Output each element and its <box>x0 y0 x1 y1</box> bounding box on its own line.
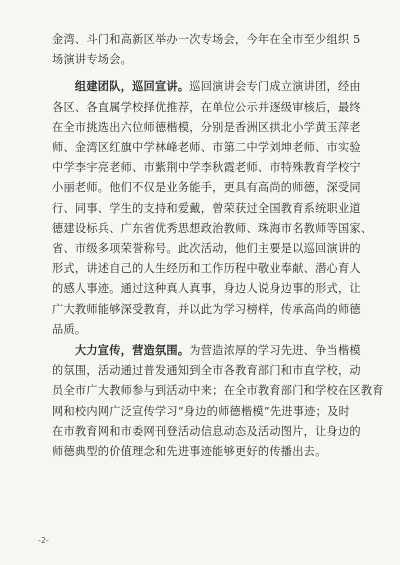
text-line <box>52 76 361 97</box>
text-line: 金湾、斗门和高新区举办一次专场会，今年在全市至少组织 5 <box>52 33 361 46</box>
text-line: 的氛围，活动通过普发通知到全市各教育部门和市直学校，动 <box>52 364 361 378</box>
text-line: 省、市级多项荣誉称号。此次活动，他们主要是以巡回演讲的 <box>52 242 361 256</box>
text-span: 巡回演讲会专门成立演讲团，经由 <box>189 80 361 94</box>
text-line: 广大教师能够深受教育，并以此为学习榜样，传承高尚的师德 <box>52 302 361 316</box>
text-line: 行、同事、学生的支持和爱戴，曾荣获过全国教育系统职业道 <box>52 201 361 215</box>
text-line: 形式，讲述自己的人生经历和工作历程中敬业奉献、潜心育人 <box>52 262 361 276</box>
text-line: 德建设标兵、广东省优秀思想政治教师、珠海市名教师等国家、 <box>52 221 373 235</box>
text-span: 为营造浓厚的学习先进、争当楷模 <box>189 344 361 358</box>
text-line: 师德典型的价值理念和先进事迹能够更好的传播出去。 <box>52 445 327 459</box>
text-line: 网和校内网广泛宣传学习“身边的师德楷模”先进事迹；及时 <box>52 404 350 418</box>
text-line: 在全市挑选出六位师德楷模，分别是香洲区拱北小学黄玉萍老 <box>52 120 361 134</box>
text-line: 小丽老师。他们不仅是业务能手，更具有高尚的师德，深受同 <box>52 181 361 195</box>
text-line: 在市教育网和市委网刊登活动信息动态及活动图片，让身边的 <box>52 424 361 438</box>
text-line: 场演讲专场会。 <box>52 53 133 67</box>
text-line: 中学李宇亮老师、市紫荆中学李秋霞老师、市特殊教育学校宁 <box>52 161 361 175</box>
text-line: 品质。 <box>52 322 87 336</box>
text-line: 师、金湾区红旗中学林峰老师、市第二中学刘坤老师、市实验 <box>52 141 361 155</box>
text-line: 各区、各直属学校择优推荐，在单位公示并逐级审核后，最终 <box>52 100 361 114</box>
text-line: 员全市广大教师参与到活动中来；在全市教育部门和学校在区教育 <box>52 384 384 398</box>
text-line <box>52 340 361 361</box>
paragraph-team-building <box>52 76 373 340</box>
text-line: 的感人事迹。通过这种真人真事，身边人说身边事的形式，让 <box>52 282 361 296</box>
paragraph-event-schedule <box>52 30 361 70</box>
section-heading: 组建团队，巡回宣讲。 <box>74 79 190 94</box>
page-number: -2- <box>38 536 49 545</box>
section-heading: 大力宣传，营造氛围。 <box>74 343 190 358</box>
paragraph-publicity <box>52 340 384 462</box>
